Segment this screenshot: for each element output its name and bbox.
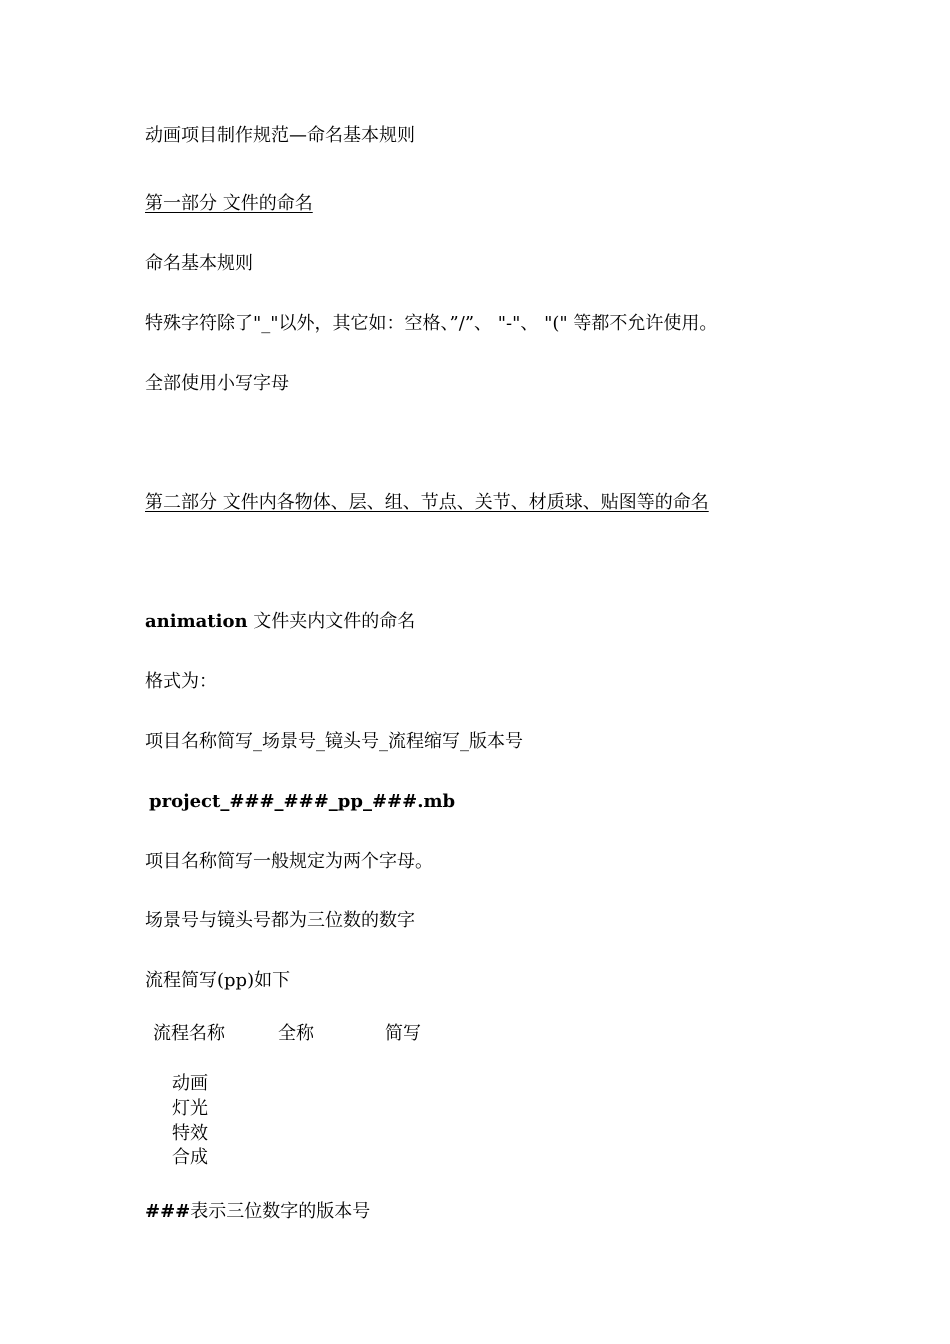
animation-folder-heading (145, 610, 415, 634)
process-item: 动画 (172, 1073, 208, 1094)
table-header-process-name: 流程名称 (153, 1023, 225, 1044)
table-header-abbr: 简写 (385, 1023, 421, 1044)
part1-heading: 第一部分 文件的命名 (145, 193, 313, 214)
process-abbr-intro: 流程简写(pp)如下 (145, 970, 291, 991)
special-chars-rule: 特殊字符除了"_"以外，其它如：空格、”/”、 "-"、 "(" 等都不允许使用。 (145, 313, 718, 334)
version-note (145, 1200, 370, 1224)
version-symbol: ### (145, 1201, 191, 1222)
basic-rules-heading: 命名基本规则 (145, 253, 253, 274)
process-item: 合成 (172, 1147, 208, 1168)
scene-shot-rule: 场景号与镜头号都为三位数的数字 (145, 910, 415, 931)
animation-folder-rest: 文件夹内文件的命名 (247, 611, 416, 632)
version-note-rest: 表示三位数字的版本号 (190, 1201, 371, 1222)
format-example: project_###_###_pp_###.mb (149, 791, 456, 812)
part2-heading: 第二部分 文件内各物体、层、组、节点、关节、材质球、贴图等的命名 (145, 492, 709, 513)
process-item: 特效 (172, 1123, 208, 1144)
project-abbr-rule: 项目名称简写一般规定为两个字母。 (145, 851, 433, 872)
process-item: 灯光 (172, 1098, 208, 1119)
format-pattern: 项目名称简写_场景号_镜头号_流程缩写_版本号 (145, 731, 523, 752)
table-header-full-name: 全称 (278, 1023, 314, 1044)
format-label: 格式为： (145, 671, 217, 692)
doc-title: 动画项目制作规范—命名基本规则 (145, 125, 415, 146)
animation-folder-name: animation (145, 611, 248, 632)
process-table-header (0, 1022, 950, 1046)
lowercase-rule: 全部使用小写字母 (145, 373, 289, 394)
